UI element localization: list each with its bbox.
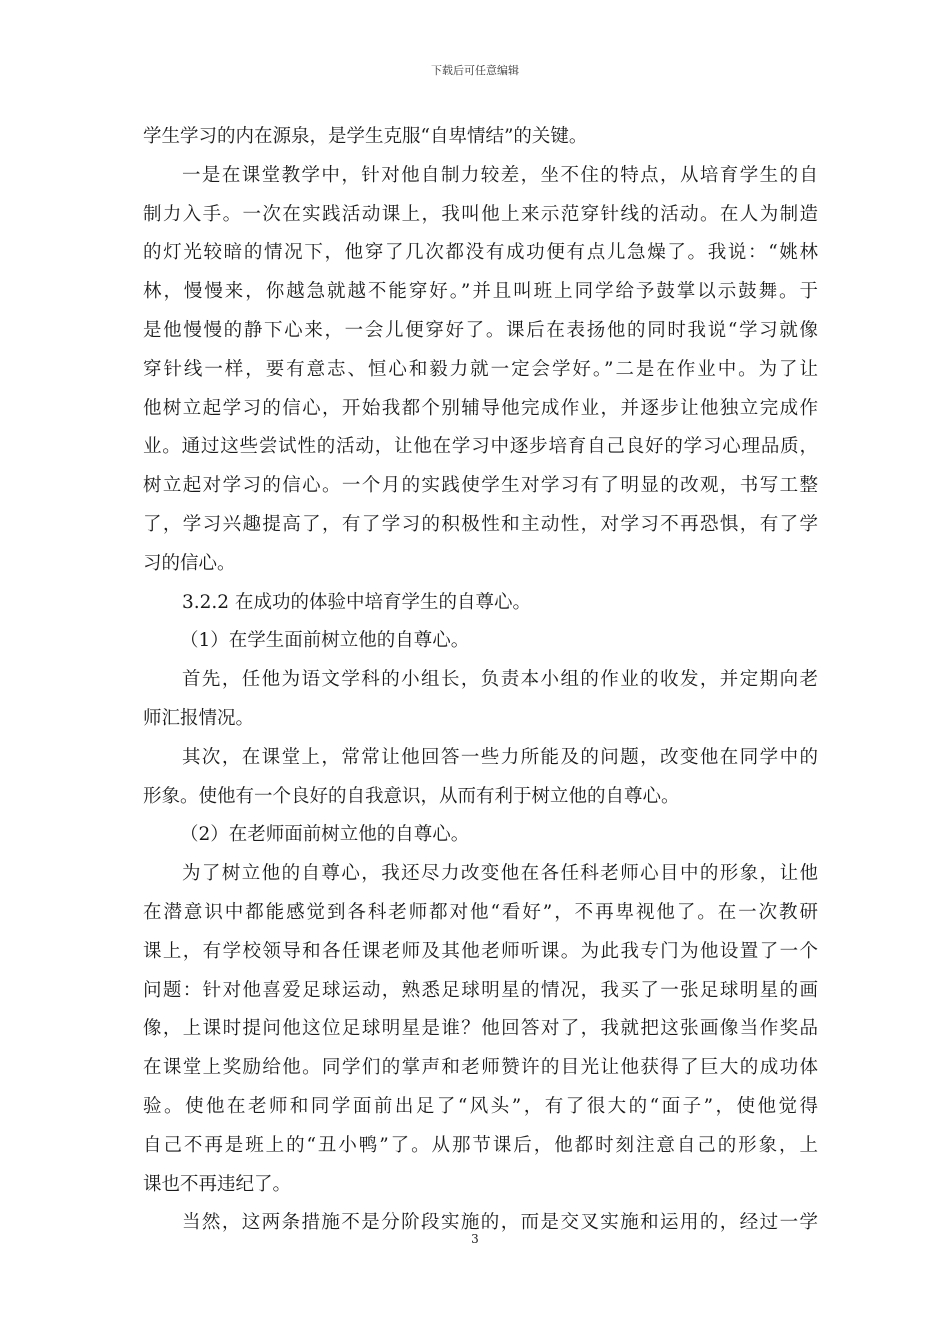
text-line: 像，上课时提问他这位足球明星是谁？他回答对了，我就把这张画像当作奖品 [143,1018,818,1040]
text-line: 他树立起学习的信心，开始我都个别辅导他完成作业，并逐步让他独立完成作 [143,397,818,419]
text-line: 一是在课堂教学中，针对他自制力较差，坐不住的特点，从培育学生的自 [182,164,818,186]
text-line: 树立起对学习的信心。一个月的实践使学生对学习有了明显的改观，书写工整 [143,475,818,497]
page-number: 3 [471,1232,479,1246]
text-line: 师汇报情况。 [143,707,255,729]
subsection-heading: （2）在老师面前树立他的自尊心。 [180,824,470,846]
text-line: 制力入手。一次在实践活动课上，我叫他上来示范穿针线的活动。在人为制造 [143,203,818,225]
text-line: 了，学习兴趣提高了，有了学习的积极性和主动性，对学习不再恐惧，有了学 [143,513,818,535]
text-line: 课上，有学校领导和各任课老师及其他老师听课。为此我专门为他设置了一个 [143,940,818,962]
text-line: 是他慢慢的静下心来，一会儿便穿好了。课后在表扬他的同时我说“学习就像 [143,319,818,341]
subsection-heading: （1）在学生面前树立他的自尊心。 [180,630,470,652]
page-header: 下载后可任意编辑 [431,64,519,77]
text-line: 学生学习的内在源泉，是学生克服“自卑情结”的关键。 [143,126,588,147]
text-line: 为了树立他的自尊心，我还尽力改变他在各任科老师心目中的形象，让他 [182,863,818,885]
text-line: 业。通过这些尝试性的活动，让他在学习中逐步培育自己良好的学习心理品质， [143,436,818,458]
text-line: 形象。使他有一个良好的自我意识，从而有利于树立他的自尊心。 [143,785,680,807]
text-line: 其次，在课堂上，常常让他回答一些力所能及的问题，改变他在同学中的 [182,746,818,768]
text-line: 林，慢慢来，你越急就越不能穿好。”并且叫班上同学给予鼓掌以示鼓舞。于 [143,281,818,303]
text-line: 问题：针对他喜爱足球运动，熟悉足球明星的情况，我买了一张足球明星的画 [143,979,818,1001]
text-line: 验。使他在老师和同学面前出足了“风头”，有了很大的“面子”，使他觉得 [143,1095,818,1117]
text-line: 的灯光较暗的情况下，他穿了几次都没有成功便有点儿急燥了。我说：“姚林 [143,242,818,264]
text-line: 习的信心。 [143,552,236,574]
text-line: 课也不再违纪了。 [143,1173,292,1195]
text-line: 穿针线一样，要有意志、恒心和毅力就一定会学好。”二是在作业中。为了让 [143,358,818,380]
text-line: 在潜意识中都能感觉到各科老师都对他“看好”，不再卑视他了。在一次教研 [143,901,818,923]
text-line: 在课堂上奖励给他。同学们的掌声和老师赞许的目光让他获得了巨大的成功体 [143,1057,818,1079]
text-line: 当然，这两条措施不是分阶段实施的，而是交叉实施和运用的，经过一学 [182,1212,818,1234]
document-body [143,118,818,1243]
text-line: 首先，任他为语文学科的小组长，负责本小组的作业的收发，并定期向老 [182,669,818,691]
text-line: 自己不再是班上的“丑小鸭”了。从那节课后，他都时刻注意自己的形象，上 [143,1134,818,1156]
section-heading: 3.2.2 在成功的体验中培育学生的自尊心。 [182,591,531,613]
